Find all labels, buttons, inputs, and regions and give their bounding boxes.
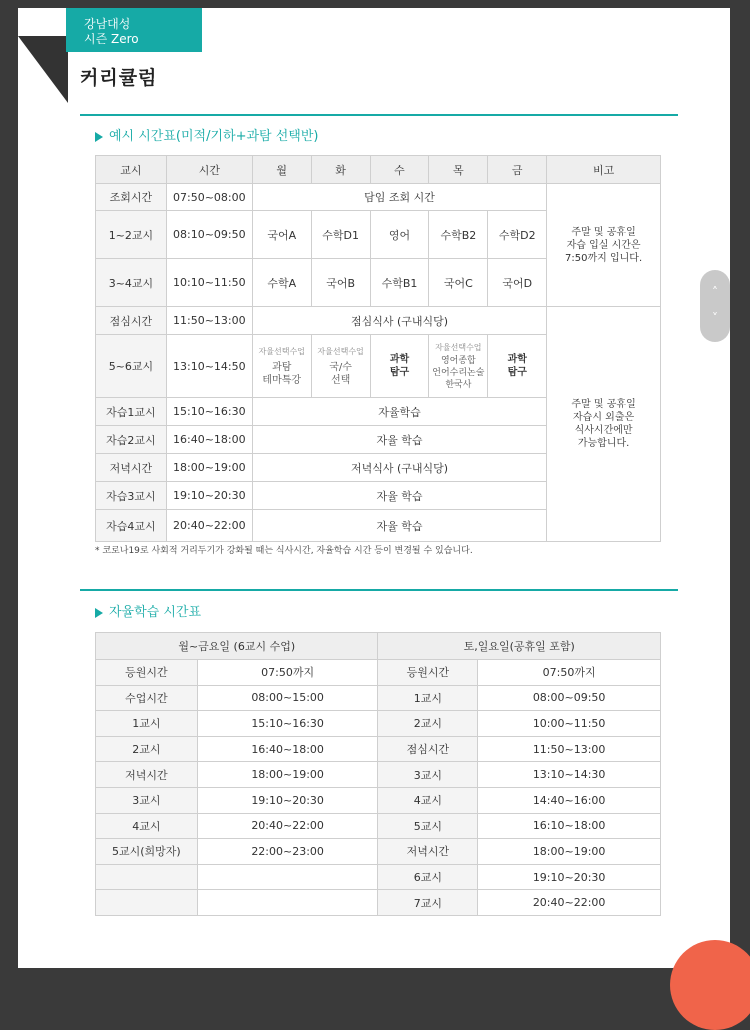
- brand-label: [84, 17, 139, 47]
- header-fri: 금: [488, 156, 547, 184]
- chevron-up-icon[interactable]: ˄: [712, 285, 718, 299]
- header-wed: 수: [370, 156, 429, 184]
- triangle-bullet-icon: [95, 608, 103, 618]
- weekday-time-cell: 22:00~23:00: [197, 839, 378, 865]
- weekday-label-cell: [96, 890, 198, 916]
- period-cell: 1~2교시: [96, 211, 167, 259]
- class-cell: 수학B1: [370, 259, 429, 307]
- scroll-control[interactable]: [700, 270, 730, 342]
- weekend-time-cell: 18:00~19:00: [478, 839, 661, 865]
- weekday-time-cell: 19:10~20:30: [197, 787, 378, 813]
- time-cell: 19:10~20:30: [166, 482, 252, 510]
- elective-tag: 자율선택수업: [317, 346, 364, 356]
- weekend-label-cell: 6교시: [378, 864, 478, 890]
- class-cell: 수학A: [252, 259, 311, 307]
- header-thu: 목: [429, 156, 488, 184]
- weekday-time-cell: [197, 864, 378, 890]
- time-cell: 20:40~22:00: [166, 510, 252, 542]
- class-cell: [252, 335, 311, 398]
- class-cell: 영어: [370, 211, 429, 259]
- header-mon: 월: [252, 156, 311, 184]
- weekday-label-cell: 5교시(희망자): [96, 839, 198, 865]
- table-row: [96, 736, 661, 762]
- chevron-down-icon[interactable]: ˅: [712, 311, 718, 325]
- remark-cell-1: 주말 및 공휴일 자습 입실 시간은 7:50까지 입니다.: [547, 184, 661, 307]
- weekend-time-cell: 16:10~18:00: [478, 813, 661, 839]
- section-divider: [80, 114, 678, 116]
- weekday-label-cell: 저녁시간: [96, 762, 198, 788]
- span-cell: 저녁식사 (구내식당): [252, 454, 546, 482]
- header-tue: 화: [311, 156, 370, 184]
- class-cell: 국어C: [429, 259, 488, 307]
- period-cell: 3~4교시: [96, 259, 167, 307]
- time-cell: 10:10~11:50: [166, 259, 252, 307]
- table-row: [96, 685, 661, 711]
- period-cell: 자습1교시: [96, 398, 167, 426]
- class-name: 과탐 테마특강: [262, 361, 302, 386]
- weekday-label-cell: 등원시간: [96, 660, 198, 686]
- weekday-time-cell: 18:00~19:00: [197, 762, 378, 788]
- class-cell: 수학D1: [311, 211, 370, 259]
- weekday-time-cell: [197, 890, 378, 916]
- class-cell: [429, 335, 488, 398]
- weekend-label-cell: 2교시: [378, 711, 478, 737]
- time-cell: 07:50~08:00: [166, 184, 252, 211]
- section-title: 예시 시간표(미적/기하+과탐 선택반): [109, 129, 319, 144]
- header-time: 시간: [166, 156, 252, 184]
- self-study-table: [95, 632, 661, 916]
- time-cell: 13:10~14:50: [166, 335, 252, 398]
- weekday-time-cell: 07:50까지: [197, 660, 378, 686]
- table-row: [96, 762, 661, 788]
- weekend-time-cell: 11:50~13:00: [478, 736, 661, 762]
- weekday-label-cell: [96, 864, 198, 890]
- time-cell: 18:00~19:00: [166, 454, 252, 482]
- time-cell: 08:10~09:50: [166, 211, 252, 259]
- table-row: [96, 839, 661, 865]
- table-row: [96, 890, 661, 916]
- section-title: 자율학습 시간표: [109, 605, 202, 620]
- weekday-time-cell: 16:40~18:00: [197, 736, 378, 762]
- class-cell: 국어A: [252, 211, 311, 259]
- brand-line-1: 강남대성: [84, 17, 131, 31]
- period-cell: 조회시간: [96, 184, 167, 211]
- weekday-time-cell: 20:40~22:00: [197, 813, 378, 839]
- header-period: 교시: [96, 156, 167, 184]
- span-cell: 자율 학습: [252, 510, 546, 542]
- weekend-label-cell: 7교시: [378, 890, 478, 916]
- span-cell: 자율 학습: [252, 426, 546, 454]
- time-cell: 15:10~16:30: [166, 398, 252, 426]
- class-name: 영어종합 언어수리논술 한국사: [432, 355, 485, 390]
- weekend-label-cell: 3교시: [378, 762, 478, 788]
- weekday-label-cell: 1교시: [96, 711, 198, 737]
- table-row: [96, 660, 661, 686]
- table-row: [96, 864, 661, 890]
- class-name: 국/수 선택: [329, 361, 352, 386]
- corner-decoration: [18, 8, 68, 103]
- weekday-time-cell: 15:10~16:30: [197, 711, 378, 737]
- span-cell: 자율학습: [252, 398, 546, 426]
- class-cell: 수학D2: [488, 211, 547, 259]
- weekend-time-cell: 10:00~11:50: [478, 711, 661, 737]
- weekend-label-cell: 1교시: [378, 685, 478, 711]
- weekend-time-cell: 07:50까지: [478, 660, 661, 686]
- section-heading-timetable: [95, 125, 319, 144]
- weekend-label-cell: 4교시: [378, 787, 478, 813]
- weekday-label-cell: 수업시간: [96, 685, 198, 711]
- period-cell: 자습3교시: [96, 482, 167, 510]
- weekend-label-cell: 등원시간: [378, 660, 478, 686]
- span-cell: 담임 조회 시간: [252, 184, 546, 211]
- section-divider: [80, 589, 678, 591]
- example-timetable: [95, 155, 661, 542]
- time-cell: 16:40~18:00: [166, 426, 252, 454]
- span-cell: 점심식사 (구내식당): [252, 307, 546, 335]
- weekday-label-cell: 4교시: [96, 813, 198, 839]
- section-heading-self-study: [95, 601, 201, 620]
- period-cell: 저녁시간: [96, 454, 167, 482]
- span-cell: 자율 학습: [252, 482, 546, 510]
- class-cell: 과학 탐구: [370, 335, 429, 398]
- footnote: * 코로나19로 사회적 거리두기가 강화될 때는 식사시간, 자율학습 시간 등이 변경될 수 있습니다.: [95, 546, 473, 556]
- elective-tag: 자율선택수업: [258, 346, 305, 356]
- remark-cell-2: 주말 및 공휴일 자습시 외출은 식사시간에만 가능합니다.: [547, 307, 661, 542]
- weekend-label-cell: 5교시: [378, 813, 478, 839]
- weekday-time-cell: 08:00~15:00: [197, 685, 378, 711]
- period-cell: 5~6교시: [96, 335, 167, 398]
- table-row: [96, 787, 661, 813]
- class-cell: 수학B2: [429, 211, 488, 259]
- weekend-time-cell: 13:10~14:30: [478, 762, 661, 788]
- weekend-time-cell: 14:40~16:00: [478, 787, 661, 813]
- class-cell: [311, 335, 370, 398]
- brand-tab-edge: [168, 8, 202, 52]
- header-remark: 비고: [547, 156, 661, 184]
- triangle-bullet-icon: [95, 132, 103, 142]
- period-cell: 자습2교시: [96, 426, 167, 454]
- weekend-time-cell: 08:00~09:50: [478, 685, 661, 711]
- weekend-header: 토,일요일(공휴일 포함): [378, 633, 661, 660]
- period-cell: 자습4교시: [96, 510, 167, 542]
- class-cell: 과학 탐구: [488, 335, 547, 398]
- table-row: [96, 711, 661, 737]
- brand-line-2: 시즌 Zero: [84, 32, 139, 46]
- weekend-label-cell: 점심시간: [378, 736, 478, 762]
- time-cell: 11:50~13:00: [166, 307, 252, 335]
- page-title: 커리큘럼: [80, 67, 158, 89]
- weekend-label-cell: 저녁시간: [378, 839, 478, 865]
- corner-decoration-circle: [670, 940, 750, 1030]
- class-cell: 국어D: [488, 259, 547, 307]
- table-row: [96, 813, 661, 839]
- elective-tag: 자율선택수업: [435, 342, 482, 352]
- weekday-header: 월~금요일 (6교시 수업): [96, 633, 378, 660]
- weekday-label-cell: 3교시: [96, 787, 198, 813]
- period-cell: 점심시간: [96, 307, 167, 335]
- class-cell: 국어B: [311, 259, 370, 307]
- weekend-time-cell: 20:40~22:00: [478, 890, 661, 916]
- weekend-time-cell: 19:10~20:30: [478, 864, 661, 890]
- weekday-label-cell: 2교시: [96, 736, 198, 762]
